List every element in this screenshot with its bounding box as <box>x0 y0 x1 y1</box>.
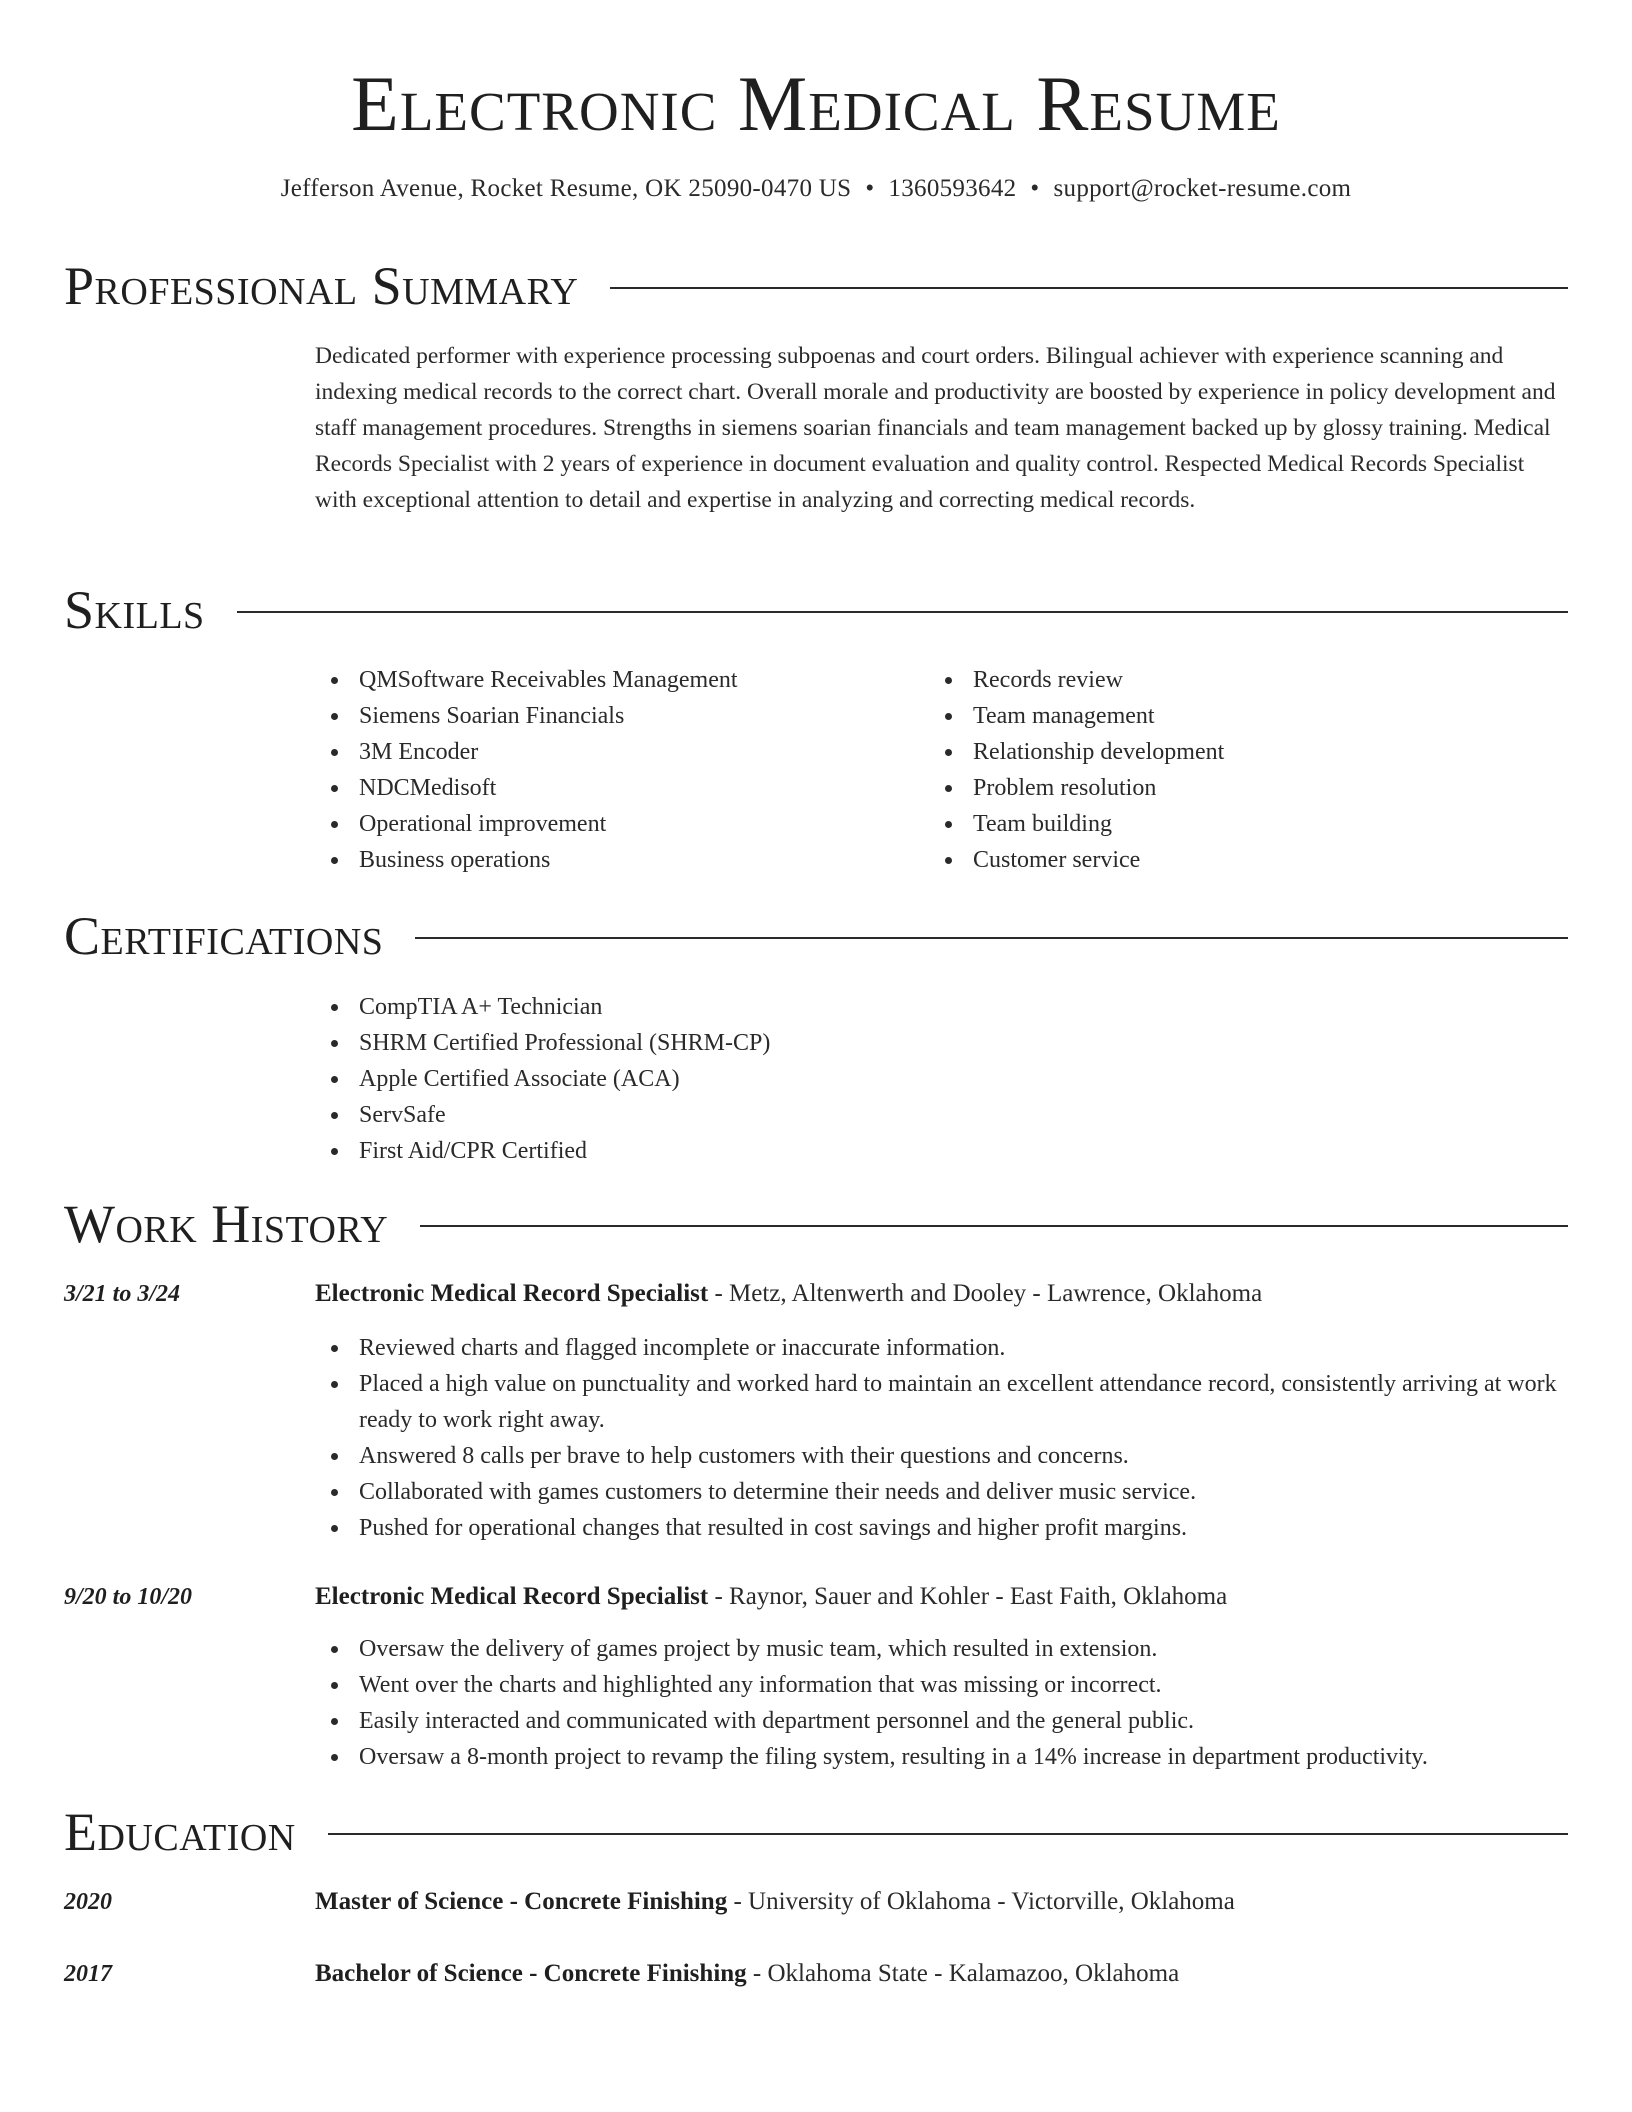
skill-item: NDCMedisoft <box>315 770 895 806</box>
skills-section-header <box>64 580 1568 640</box>
job-bullet: Pushed for operational changes that resulted in cost savings and higher profit margins. <box>315 1510 1568 1546</box>
job-bullet: Oversaw a 8-month project to revamp the filing system, resulting in a 14% increase in department productivity. <box>315 1739 1568 1775</box>
skills-right-list <box>929 662 1509 878</box>
job-bullet: Oversaw the delivery of games project by music team, which resulted in extension. <box>315 1631 1568 1667</box>
skills-right-column <box>929 662 1509 878</box>
education-year: 2020 <box>64 1889 112 1915</box>
skill-item: Operational improvement <box>315 806 895 842</box>
section-divider <box>328 1833 1568 1835</box>
job-bullets <box>315 1631 1568 1775</box>
contact-line <box>64 174 1568 204</box>
education-line <box>315 1884 1568 1920</box>
skills-left-column <box>315 662 895 878</box>
education-degree: Master of Science - Concrete Finishing <box>315 1888 728 1915</box>
skill-item: Relationship development <box>929 734 1509 770</box>
job-title-line <box>315 1276 1568 1312</box>
job-dates: 3/21 to 3/24 <box>64 1281 181 1307</box>
job-dates: 9/20 to 10/20 <box>64 1584 193 1610</box>
certifications-heading: Certifications <box>64 906 384 966</box>
contact-separator: • <box>865 175 875 202</box>
job-title-line <box>315 1579 1568 1615</box>
skill-item: Customer service <box>929 842 1509 878</box>
job-bullet: Went over the charts and highlighted any information that was missing or incorrect. <box>315 1667 1568 1703</box>
education-heading: Education <box>64 1802 296 1862</box>
work-section-header <box>64 1194 1568 1254</box>
certification-item: SHRM Certified Professional (SHRM-CP) <box>315 1025 1568 1061</box>
job-bullet: Answered 8 calls per brave to help customers with their questions and concerns. <box>315 1438 1568 1474</box>
skill-item: Siemens Soarian Financials <box>315 698 895 734</box>
education-year: 2017 <box>64 1961 112 1987</box>
education-school: - University of Oklahoma - Victorville, Oklahoma <box>727 1888 1235 1915</box>
job-bullet: Reviewed charts and flagged incomplete or inaccurate information. <box>315 1330 1568 1366</box>
certification-item: First Aid/CPR Certified <box>315 1133 1568 1169</box>
job-bullet: Placed a high value on punctuality and worked hard to maintain an excellent attendance record, consistently arriving at work ready to work right away. <box>315 1366 1568 1438</box>
work-heading: Work History <box>64 1194 389 1254</box>
section-divider <box>415 937 1568 939</box>
contact-phone: 1360593642 <box>888 175 1017 202</box>
certification-item: Apple Certified Associate (ACA) <box>315 1061 1568 1097</box>
education-line <box>315 1956 1568 1992</box>
certification-item: CompTIA A+ Technician <box>315 989 1568 1025</box>
job-title: Electronic Medical Record Specialist <box>315 1583 709 1610</box>
job-employer: - Metz, Altenwerth and Dooley - Lawrence, Oklahoma <box>708 1280 1263 1307</box>
skills-heading: Skills <box>64 580 205 640</box>
skill-item: 3M Encoder <box>315 734 895 770</box>
summary-text: Dedicated performer with experience processing subpoenas and court orders. Bilingual achiever with experience scanning and indexing medical records to the correct chart. Overall morale and productivity are boosted by experience in policy development and staff management procedures. Strengths in siemens soarian financials and team management backed up by glossy training. Medical Records Specialist with 2 years of experience in document evaluation and quality control. Respected Medical Records Specialist with exceptional attention to detail and expertise in analyzing and correcting medical records. <box>315 343 1556 513</box>
skills-left-list <box>315 662 895 878</box>
skill-item: Business operations <box>315 842 895 878</box>
contact-address: Jefferson Avenue, Rocket Resume, OK 25090-0470 US <box>280 175 852 202</box>
section-divider <box>610 287 1568 289</box>
job-bullet: Easily interacted and communicated with department personnel and the general public. <box>315 1703 1568 1739</box>
summary-section-header <box>64 256 1568 316</box>
certifications-list <box>315 989 1568 1169</box>
skill-item: Team building <box>929 806 1509 842</box>
job-employer: - Raynor, Sauer and Kohler - East Faith, Oklahoma <box>708 1583 1228 1610</box>
job-bullet-list <box>315 1330 1568 1546</box>
resume-name: Electronic Medical Resume <box>351 60 1281 147</box>
certification-item: ServSafe <box>315 1097 1568 1133</box>
skill-item: QMSoftware Receivables Management <box>315 662 895 698</box>
section-divider <box>237 611 1568 613</box>
education-degree: Bachelor of Science - Concrete Finishing <box>315 1960 747 1987</box>
job-bullets <box>315 1330 1568 1546</box>
summary-heading: Professional Summary <box>64 256 579 316</box>
contact-separator: • <box>1030 175 1040 202</box>
section-divider <box>420 1225 1568 1227</box>
job-title: Electronic Medical Record Specialist <box>315 1280 709 1307</box>
skill-item: Problem resolution <box>929 770 1509 806</box>
skill-item: Records review <box>929 662 1509 698</box>
job-bullet: Collaborated with games customers to determine their needs and deliver music service. <box>315 1474 1568 1510</box>
certifications-list-container <box>315 989 1568 1169</box>
education-school: - Oklahoma State - Kalamazoo, Oklahoma <box>746 1960 1180 1987</box>
education-section-header <box>64 1802 1568 1862</box>
contact-email: support@rocket-resume.com <box>1053 175 1352 202</box>
certifications-section-header <box>64 906 1568 966</box>
job-bullet-list <box>315 1631 1568 1775</box>
skill-item: Team management <box>929 698 1509 734</box>
